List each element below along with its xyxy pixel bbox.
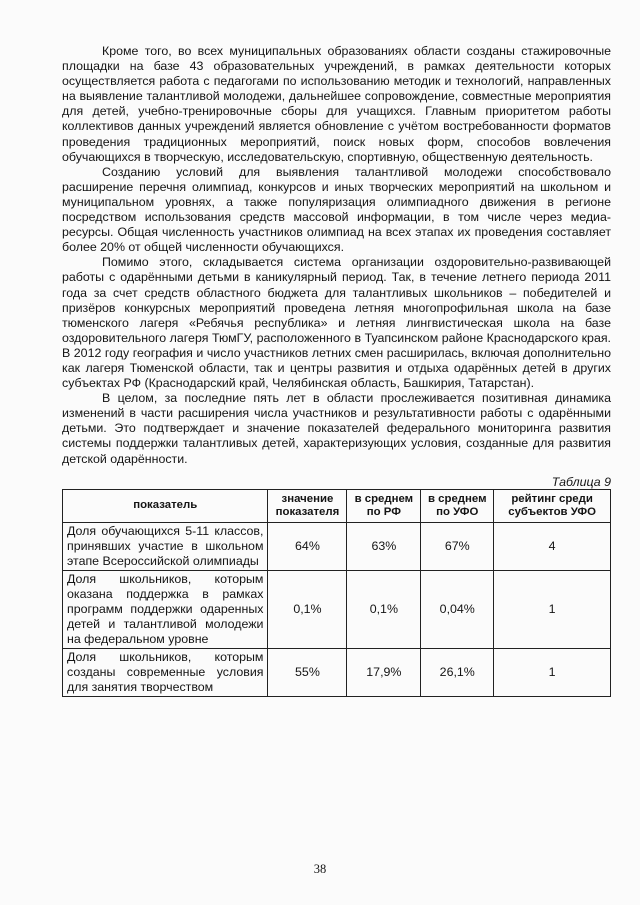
header-avg-ufo: в среднем по УФО xyxy=(421,489,494,522)
table-header-row xyxy=(63,489,611,522)
row-avg-rf: 17,9% xyxy=(347,648,421,696)
header-indicator: показатель xyxy=(63,489,268,522)
paragraph-2: Созданию условий для выявления талантливой молодежи способствовало расширение перечня олимпиад, конкурсов и иных творческих мероприятий на школьном и муниципальном уровнях, а также популяризация олимпиадного движения в регионе посредством использования средств массовой информации, в том числе через медиа-ресурсы. Общая численность участников олимпиад на всех этапах их проведения составляет более 20% от общей численности обучающихся. xyxy=(62,164,611,255)
table-row xyxy=(63,648,611,696)
paragraph-3: Помимо этого, складывается система организации оздоровительно-развивающей работы с одарёнными детьми в каникулярный период. Так, в течение летнего периода 2011 года за счет средств областного бюджета для талантливых школьников – победителей и призёров конкурсных мероприятий проведена летняя многопрофильная школа на базе тюменского лагеря «Ребячья республика» и летняя лингвистическая школа на базе оздоровительного лагеря ТюмГУ, расположенного в Туапсинском районе Краснодарского края. В 2012 году география и число участников летних смен расширилась, включая дополнительно как лагеря Тюменской области, так и центры развития и отдыха одарённых детей в других субъектах РФ (Краснодарский край, Челябинская область, Башкирия, Татарстан). xyxy=(62,255,611,391)
header-value: значение показателя xyxy=(268,489,347,522)
page-number: 38 xyxy=(313,862,327,876)
table-row xyxy=(63,522,611,570)
indicators-table xyxy=(62,489,611,697)
header-avg-rf: в среднем по РФ xyxy=(347,489,421,522)
table-caption: Таблица 9 xyxy=(551,474,611,489)
row-value: 64% xyxy=(268,522,347,570)
row-rating: 4 xyxy=(494,522,611,570)
row-rating: 1 xyxy=(494,570,611,648)
row-avg-rf: 0,1% xyxy=(347,570,421,648)
row-value: 0,1% xyxy=(268,570,347,648)
row-indicator-label: Доля школьников, которым оказана поддержка в рамках программ поддержки одаренных детей и талантливой молодежи на федеральном уровне xyxy=(63,570,268,648)
row-avg-ufo: 67% xyxy=(421,522,494,570)
paragraph-4: В целом, за последние пять лет в области прослеживается позитивная динамика изменений в части расширения числа участников и результативности работы с одарёнными детьми. Это подтверждает и значение показателей федерального мониторинга развития системы поддержки талантливых детей, характеризующих условия, созданные для развития детской одарённости. xyxy=(62,391,611,466)
paragraph-1: Кроме того, во всех муниципальных образованиях области созданы стажировочные площадки на базе 43 образовательных учреждений, в рамках деятельности которых осуществляется работа с педагогами по использованию методик и технологий, направленных на выявление талантливой молодежи, дальнейшее сопровождение, совместные мероприятия для детей, учебно-тренировочные сборы для учащихся. Главным приоритетом работы коллективов данных учреждений является обновление с учётом востребованности форматов проведения традиционных мероприятий, поиск новых форм, способов вовлечения обучающихся в творческую, исследовательскую, спортивную, общественную деятельность. xyxy=(62,44,611,164)
row-indicator-label: Доля школьников, которым созданы современные условия для занятия творчеством xyxy=(63,648,268,696)
row-value: 55% xyxy=(268,648,347,696)
row-avg-ufo: 0,04% xyxy=(421,570,494,648)
header-rating: рейтинг среди субъектов УФО xyxy=(494,489,611,522)
row-indicator-label: Доля обучающихся 5-11 классов, принявших участие в школьном этапе Всероссийской олимпиады xyxy=(63,522,268,570)
table-row xyxy=(63,570,611,648)
row-avg-ufo: 26,1% xyxy=(421,648,494,696)
row-rating: 1 xyxy=(494,648,611,696)
page-content xyxy=(62,44,611,697)
row-avg-rf: 63% xyxy=(347,522,421,570)
